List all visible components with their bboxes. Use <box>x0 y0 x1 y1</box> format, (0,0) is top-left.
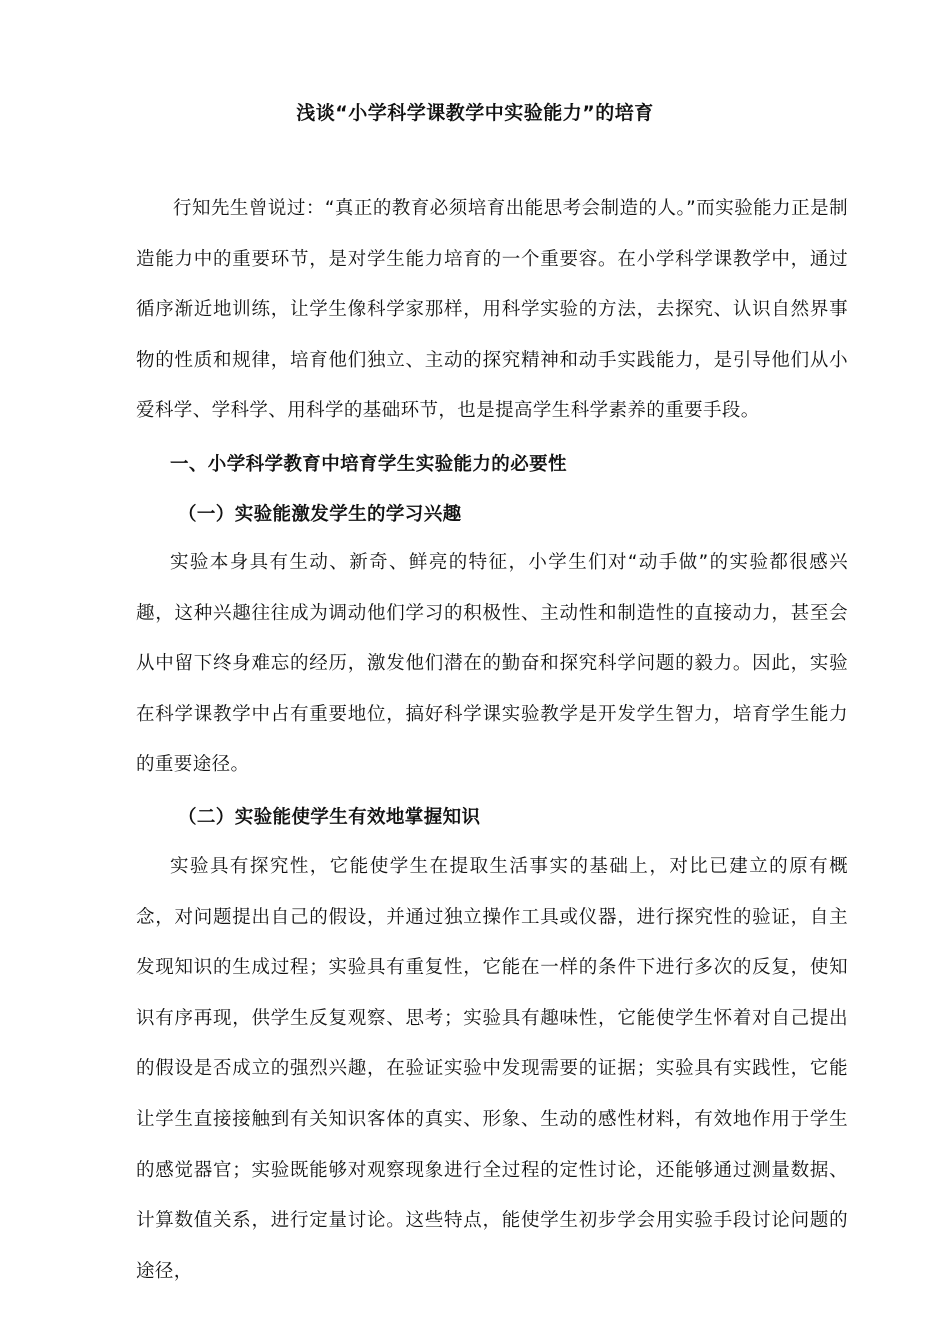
subsection-2-paragraph: 实验具有探究性，它能使学生在提取生活事实的基础上，对比已建立的原有概念，对问题提出自己的假设，并通过独立操作工具或仪器，进行探究性的验证，自主发现知识的生成过程；实验具有重复性，它能在一样的条件下进行多次的反复，使知识有序再现，供学生反复观察、思考；实验具有趣味性，它能使学生怀着对自己提出的假设是否成立的强烈兴趣，在验证实验中发现需要的证据；实验具有实践性，它能让学生直接接触到有关知识客体的真实、形象、生动的感性材料，有效地作用于学生的感觉器官；实验既能够对观察现象进行全过程的定性讨论，还能够通过测量数据、计算数值关系，进行定量讨论。这些特点，能使学生初步学会用实验手段讨论问题的途径， <box>136 856 848 1282</box>
document-title: 浅谈“小学科学课教学中实验能力”的培育 <box>296 102 654 124</box>
subsection-heading-1: （一）实验能激发学生的学习兴趣 <box>178 504 462 525</box>
subsection-1-paragraph: 实验本身具有生动、新奇、鲜亮的特征，小学生们对“动手做”的实验都很感兴趣，这种兴趣往往成为调动他们学习的积极性、主动性和制造性的直接动力，甚至会从中留下终身难忘的经历，激发他们潜在的勤奋和探究科学问题的毅力。因此，实验在科学课教学中占有重要地位，搞好科学课实验教学是开发学生智力，培育学生能力的重要途径。 <box>136 552 848 776</box>
subsection-heading-2: （二）实验能使学生有效地掌握知识 <box>178 807 481 828</box>
intro-paragraph: 行知先生曾说过：“真正的教育必须培育出能思考会制造的人。”而实验能力正是制造能力中的重要环节，是对学生能力培育的一个重要容。在小学科学课教学中，通过循序渐近地训练，让学生像科学家那样，用科学实验的方法，去探究、认识自然界事物的性质和规律，培育他们独立、主动的探究精神和动手实践能力，是引导他们从小爱科学、学科学、用科学的基础环节，也是提高学生科学素养的重要手段。 <box>136 198 848 422</box>
section-heading-1: 一、小学科学教育中培育学生实验能力的必要性 <box>170 454 567 475</box>
